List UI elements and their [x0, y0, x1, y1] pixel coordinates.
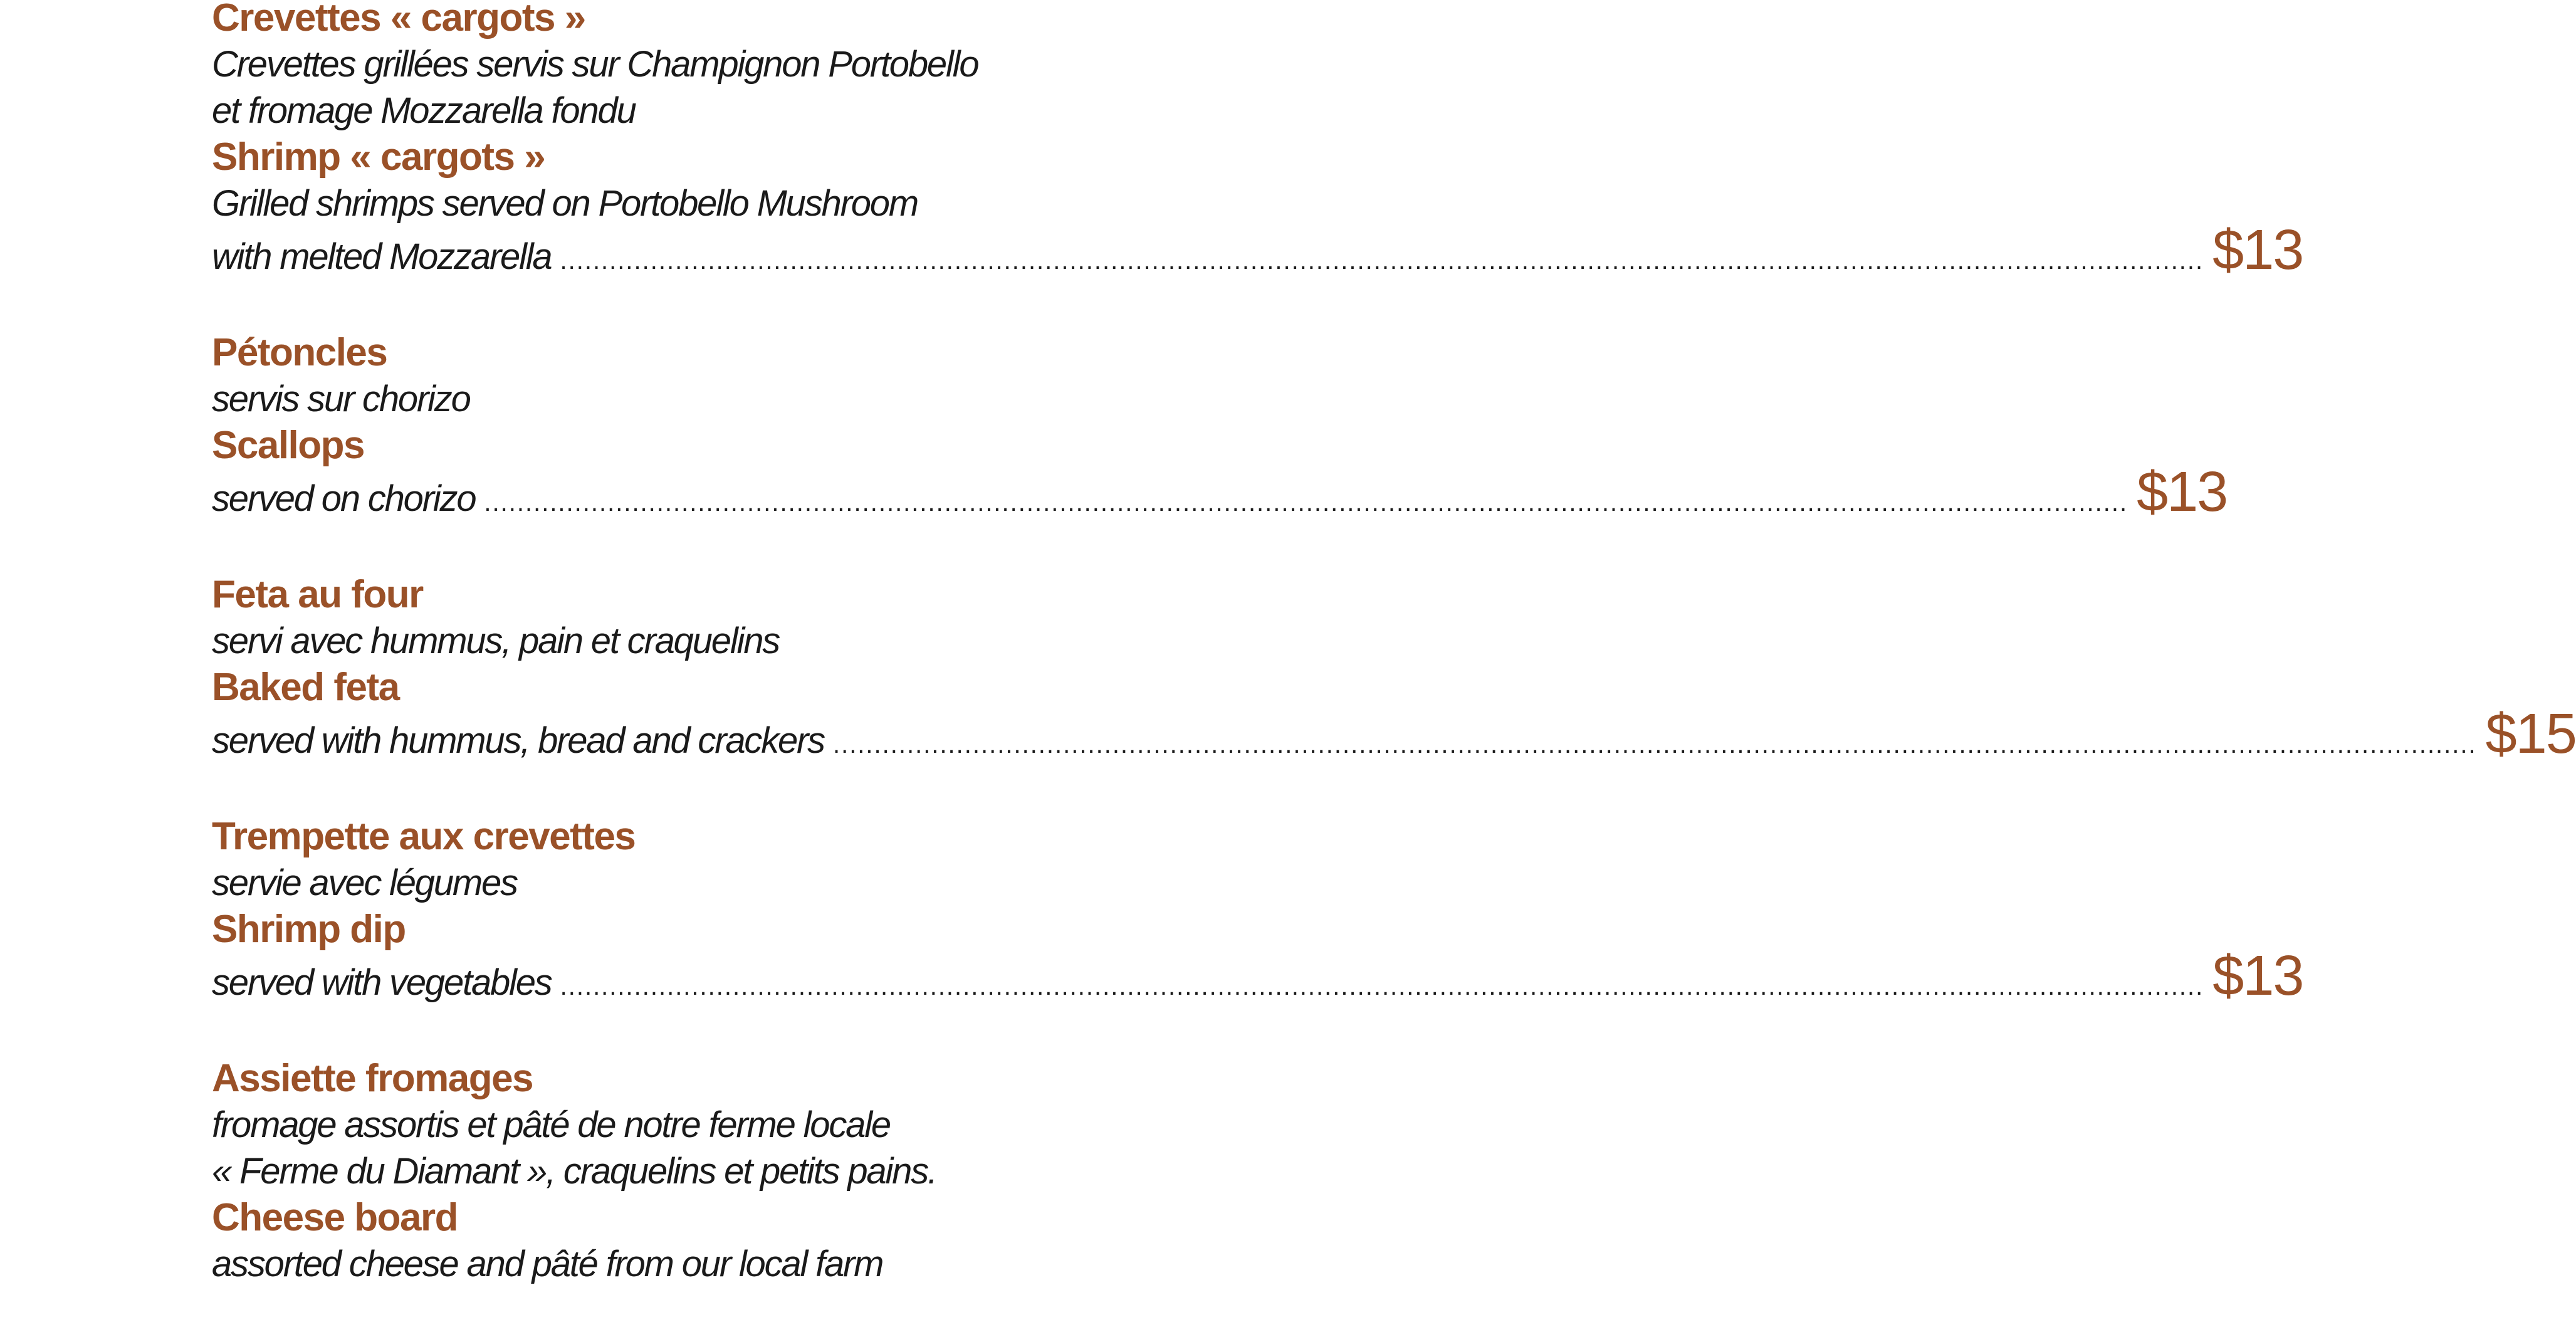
- item-price: $13: [2212, 945, 2303, 1007]
- menu-item-shrimp-cargots: [212, 0, 2303, 281]
- item-description-english: served with hummus, bread and crackers: [212, 720, 824, 761]
- dot-leader: ........................................................................................................................................................................................................: [560, 973, 2204, 1000]
- item-description-french: servis sur chorizo: [212, 379, 470, 419]
- appetizer-menu: [212, 0, 2576, 1337]
- item-title-french: Crevettes « cargots »: [212, 0, 585, 39]
- item-description-english: assorted cheese and pâté from our local farm: [212, 1244, 883, 1284]
- price-line: [212, 945, 2303, 1007]
- item-price: $13: [2212, 219, 2303, 281]
- item-description-french: servie avec légumes: [212, 862, 517, 903]
- item-title-english: Shrimp dip: [212, 908, 406, 951]
- item-title-english: Shrimp « cargots »: [212, 135, 545, 179]
- price-line: [212, 703, 2576, 765]
- item-description-french: Crevettes grillées servis sur Champignon Portobello: [212, 44, 978, 85]
- price-line: [212, 219, 2303, 281]
- item-description-french: et fromage Mozzarella fondu: [212, 90, 636, 131]
- item-title-french: Assiette fromages: [212, 1057, 533, 1100]
- item-price: $15: [2485, 703, 2576, 765]
- dot-leader: ........................................................................................................................................................................................................: [560, 247, 2204, 275]
- item-title-french: Pétoncles: [212, 331, 387, 374]
- item-description-english: with melted Mozzarella: [212, 236, 552, 277]
- item-description-french: « Ferme du Diamant », craquelins et petits pains.: [212, 1151, 936, 1192]
- item-title-english: Baked feta: [212, 666, 399, 709]
- item-title-english: Scallops: [212, 424, 364, 467]
- menu-item-cheese-board: [212, 1056, 1040, 1287]
- dot-leader: ........................................................................................................................................................................................................: [484, 489, 2128, 516]
- menu-item-shrimp-dip: [212, 814, 2303, 1007]
- item-title-french: Feta au four: [212, 573, 423, 616]
- menu-item-scallops: [212, 330, 2228, 523]
- item-description-french: fromage assortis et pâté de notre ferme locale: [212, 1104, 890, 1145]
- item-description-french: servi avec hummus, pain et craquelins: [212, 621, 780, 661]
- item-title-french: Trempette aux crevettes: [212, 815, 636, 858]
- dot-leader: ........................................................................................................................................................................................................: [832, 731, 2477, 758]
- item-title-english: Cheese board: [212, 1196, 458, 1239]
- menu-item-baked-feta: [212, 572, 2576, 765]
- price-line: [212, 461, 2228, 523]
- item-description-english: served on chorizo: [212, 478, 476, 519]
- item-description-english: served with vegetables: [212, 962, 552, 1003]
- item-price: $13: [2137, 461, 2228, 523]
- item-description-english: Grilled shrimps served on Portobello Mushroom: [212, 183, 918, 224]
